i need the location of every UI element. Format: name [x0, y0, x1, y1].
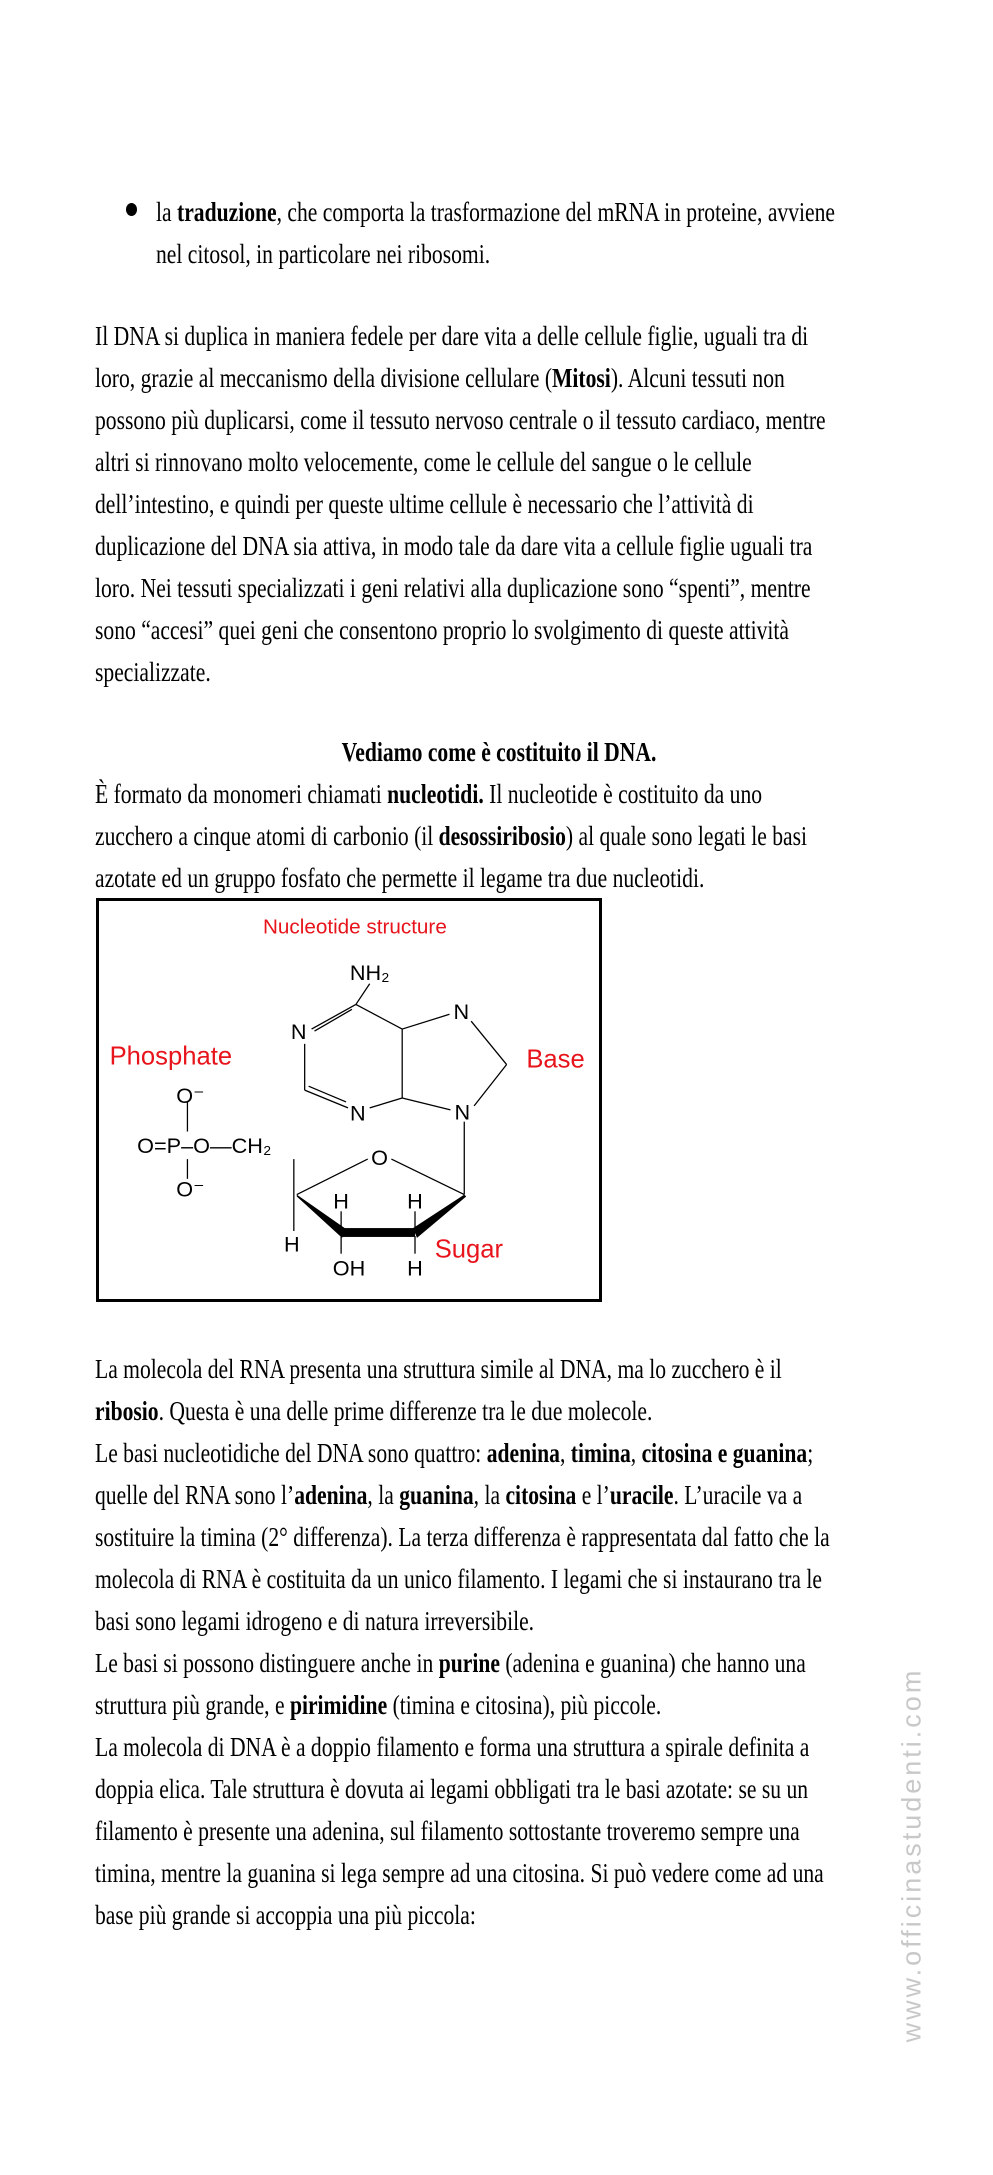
- bold-term: desossiribosio: [438, 821, 566, 851]
- h-label: H: [284, 1231, 300, 1257]
- text-segment: doppia elica. Tale struttura è dovuta ai legami obbligati tra le basi azotate: se su un: [95, 1774, 809, 1804]
- text-line: [95, 1390, 830, 1432]
- text-line: [95, 483, 826, 525]
- text-segment: duplicazione del DNA sia attiva, in modo tale da dare vita a cellule figlie uguali tra: [95, 531, 813, 561]
- text-line: [95, 651, 826, 693]
- text-segment: . L’uracile va a: [673, 1480, 803, 1510]
- text-segment: La molecola del RNA presenta una struttura simile al DNA, ma lo zucchero è il: [95, 1354, 782, 1384]
- text-segment: molecola di RNA è costituita da un unico filamento. I legami che si instaurano tra le: [95, 1564, 822, 1594]
- text-segment: ,: [630, 1438, 642, 1468]
- phosphate-label: Phosphate: [109, 1042, 233, 1071]
- paragraph-rna-and-bases: [95, 1348, 993, 1936]
- text-segment: timina, mentre la guanina si lega sempre ad una citosina. Si può vedere come ad una: [95, 1858, 824, 1888]
- text-segment: la: [156, 197, 177, 227]
- h-label: H: [407, 1188, 423, 1214]
- text-line: [95, 1726, 830, 1768]
- bold-term: adenina: [486, 1438, 560, 1468]
- text-segment: filamento è presente una adenina, sul filamento sottostante troveremo sempre una: [95, 1816, 800, 1846]
- text-segment: Le basi nucleotidiche del DNA sono quattro:: [95, 1438, 487, 1468]
- text-segment: ;: [807, 1438, 814, 1468]
- h-label: H: [407, 1255, 423, 1281]
- h-label: H: [333, 1188, 349, 1214]
- text-line: [95, 1600, 830, 1642]
- text-line: [95, 441, 826, 483]
- oh-label: OH: [332, 1255, 366, 1281]
- text-segment: nel citosol, in particolare nei ribosomi.: [156, 239, 491, 269]
- text-line: [95, 1810, 830, 1852]
- text-segment: (timina e citosina), più piccole.: [387, 1690, 662, 1720]
- bold-term: uracile: [609, 1480, 674, 1510]
- text-line: [95, 1894, 830, 1936]
- bullet-icon: [126, 203, 137, 216]
- n7-label: N: [453, 999, 470, 1025]
- text-line: [95, 609, 826, 651]
- base-label: Base: [526, 1045, 585, 1074]
- bold-term: Mitosi: [552, 363, 611, 393]
- text-segment: base più grande si accoppia una più piccola:: [95, 1900, 476, 1930]
- bold-term: adenina: [294, 1480, 368, 1510]
- bullet-item-traduzione: [156, 191, 993, 275]
- text-segment: ,: [559, 1438, 571, 1468]
- text-line: [95, 1852, 830, 1894]
- section-heading: Vediamo come è costituito il DNA.: [341, 737, 657, 767]
- bold-term: ribosio: [95, 1396, 159, 1426]
- text-line: [95, 815, 807, 857]
- text-segment: quelle del RNA sono l’: [95, 1480, 295, 1510]
- text-line: [95, 1432, 830, 1474]
- text-segment: . Questa è una delle prime differenze tra le due molecole.: [158, 1396, 653, 1426]
- text-line: [95, 1642, 830, 1684]
- n9-label: N: [454, 1099, 471, 1125]
- sugar-label: Sugar: [434, 1235, 504, 1264]
- text-segment: sono “accesi” quei geni che consentono proprio lo svolgimento di queste attività: [95, 615, 790, 645]
- text-segment: e l’: [576, 1480, 610, 1510]
- text-segment: zucchero a cinque atomi di carbonio (il: [95, 821, 439, 851]
- sugar-ring-wedges: [297, 1195, 466, 1238]
- text-line: [95, 525, 826, 567]
- n1-label: N: [290, 1018, 307, 1044]
- text-segment: Le basi si possono distinguere anche in: [95, 1648, 439, 1678]
- text-line: [95, 1684, 830, 1726]
- text-line: [156, 191, 835, 233]
- text-line: [156, 233, 835, 275]
- bold-term: guanina: [399, 1480, 474, 1510]
- text-segment: (adenina e guanina) che hanno una: [499, 1648, 806, 1678]
- text-segment: specializzate.: [95, 657, 211, 687]
- ring-oxygen-label: O: [371, 1145, 388, 1171]
- text-segment: loro. Nei tessuti specializzati i geni relativi alla duplicazione sono “spenti”, mentre: [95, 573, 811, 603]
- text-segment: ). Alcuni tessuti non: [610, 363, 785, 393]
- bold-term: nucleotidi.: [387, 779, 484, 809]
- text-line: [95, 399, 826, 441]
- text-segment: , la: [473, 1480, 506, 1510]
- text-segment: basi sono legami idrogeno e di natura irreversibile.: [95, 1606, 535, 1636]
- text-line: [95, 773, 807, 815]
- text-segment: , che comporta la trasformazione del mRNA in proteine, avviene: [276, 197, 836, 227]
- text-segment: sostituire la timina (2° differenza). La terza differenza è rappresentata dal fatto che la: [95, 1522, 830, 1552]
- o-minus-top-label: O⁻: [176, 1082, 205, 1108]
- text-segment: Il DNA si duplica in maniera fedele per dare vita a delle cellule figlie, uguali tra di: [95, 321, 809, 351]
- phosphate-chain-label: O=P–O—CH₂: [137, 1133, 272, 1159]
- text-line: [95, 1516, 830, 1558]
- nh2-label: NH₂: [349, 959, 390, 985]
- paragraph-dna-duplication: [95, 315, 993, 693]
- bold-term: citosina e guanina: [641, 1438, 808, 1468]
- bold-term: purine: [438, 1648, 500, 1678]
- text-line: [95, 315, 826, 357]
- text-line: [95, 857, 807, 899]
- text-segment: È formato da monomeri chiamati: [95, 779, 388, 809]
- text-segment: , la: [367, 1480, 400, 1510]
- nucleotide-structure-diagram: [96, 898, 602, 1302]
- watermark: www.officinastudenti.com: [896, 1667, 927, 2043]
- text-segment: dell’intestino, e quindi per queste ultime cellule è necessario che l’attività di: [95, 489, 754, 519]
- bold-term: citosina: [505, 1480, 577, 1510]
- text-segment: Il nucleotide è costituito da uno: [483, 779, 763, 809]
- text-segment: azotate ed un gruppo fosfato che permette il legame tra due nucleotidi.: [95, 863, 705, 893]
- text-segment: struttura più grande, e: [95, 1690, 290, 1720]
- text-line: [95, 1768, 830, 1810]
- text-segment: possono più duplicarsi, come il tessuto nervoso centrale o il tessuto cardiaco, mentre: [95, 405, 826, 435]
- text-segment: altri si rinnovano molto velocemente, come le cellule del sangue o le cellule: [95, 447, 752, 477]
- bold-term: pirimidine: [289, 1690, 388, 1720]
- text-line: [95, 1348, 830, 1390]
- diagram-title: Nucleotide structure: [262, 915, 447, 939]
- bold-term: traduzione: [177, 197, 277, 227]
- text-segment: La molecola di DNA è a doppio filamento e forma una struttura a spirale definita a: [95, 1732, 810, 1762]
- text-line: [95, 1558, 830, 1600]
- text-line: [95, 567, 826, 609]
- text-line: [95, 1474, 830, 1516]
- text-segment: loro, grazie al meccanismo della divisione cellulare (: [95, 363, 553, 393]
- paragraph-nucleotides: [95, 773, 985, 899]
- bold-term: timina: [570, 1438, 631, 1468]
- text-line: [95, 357, 826, 399]
- n3-label: N: [350, 1100, 366, 1126]
- nucleotide-structure-figure: [99, 901, 599, 1299]
- text-segment: ) al quale sono legati le basi: [565, 821, 808, 851]
- o-minus-bottom-label: O⁻: [176, 1176, 205, 1202]
